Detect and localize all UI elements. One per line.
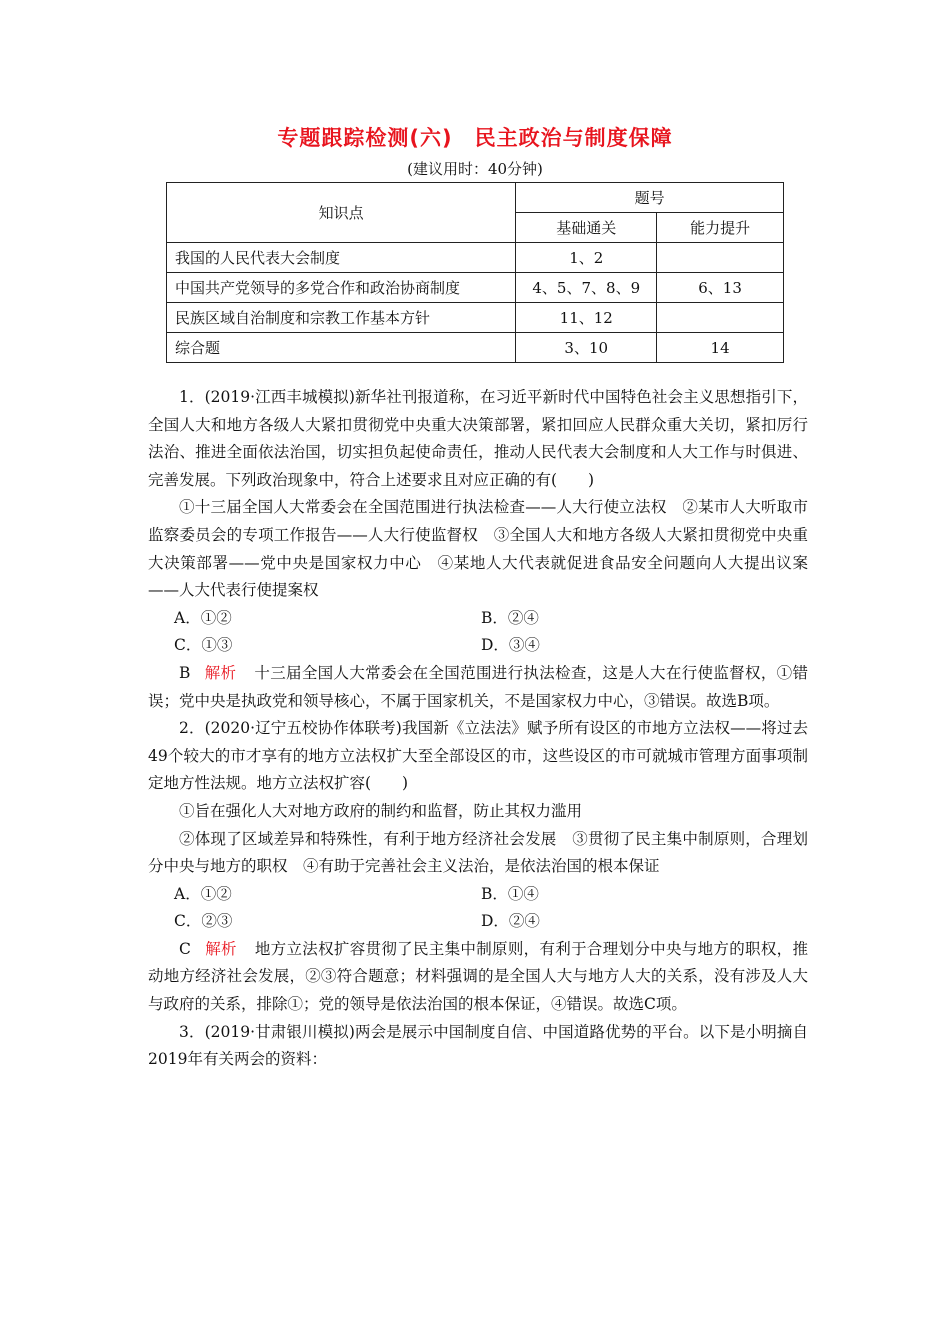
- table-cell-topic: 民族区域自治制度和宗教工作基本方针: [167, 303, 516, 333]
- table-cell-basic: 1、2: [516, 243, 657, 273]
- suggested-time: (建议用时：40分钟): [407, 160, 543, 178]
- q2-statement-1: ①旨在强化人大对地方政府的制约和监督，防止其权力滥用: [179, 801, 583, 820]
- q2-analysis-label: 解析: [204, 939, 237, 958]
- table-row: [167, 303, 784, 333]
- table-row: [167, 273, 784, 303]
- table-row: [167, 333, 784, 363]
- knowledge-table: [166, 182, 784, 363]
- table-cell-basic: 3、10: [516, 333, 657, 363]
- q2-stem: 2．(2020·辽宁五校协作体联考)我国新《立法法》赋予所有设区的市地方立法权——将过去49个较大的市才享有的地方立法权扩大至全部设区的市，这些设区的市可就城市管理方面事项制定地方性法规。地方立法权扩容( ): [148, 719, 808, 793]
- table-header-basic: 基础通关: [516, 213, 657, 243]
- q1-stem: 1．(2019·江西丰城模拟)新华社刊报道称，在习近平新时代中国特色社会主义思想指引下，全国人大和地方各级人大紧扣贯彻党中央重大决策部署，紧扣回应人民群众重大关切，紧扣厉行法治、推进全面依法治国，切实担负起使命责任，推动人民代表大会制度和人大工作与时俱进、完善发展。下列政治现象中，符合上述要求且对应正确的有( ): [148, 388, 808, 489]
- table-cell-advanced: 6、13: [657, 273, 784, 303]
- q1-options-row: [148, 632, 808, 660]
- q1-analysis-text: 十三届全国人大常委会在全国范围进行执法检查，这是人大在行使监督权，①错误；党中央是执政党和领导核心，不属于国家机关，不是国家权力中心，③错误。故选B项。: [148, 663, 808, 710]
- table-cell-basic: 11、12: [516, 303, 657, 333]
- q2-option-b: B．①④: [481, 884, 539, 903]
- table-cell-basic: 4、5、7、8、9: [516, 273, 657, 303]
- table-cell-advanced: [657, 243, 784, 273]
- table-cell-topic: 我国的人民代表大会制度: [167, 243, 516, 273]
- q2-statement-2: ②体现了区域差异和特殊性，有利于地方经济社会发展 ③贯彻了民主集中制原则，合理划分中央与地方的职权 ④有助于完善社会主义法治，是依法治国的根本保证: [148, 829, 808, 876]
- q2-answer: C: [179, 939, 191, 958]
- q1-option-a: A．①②: [174, 608, 232, 627]
- q2-options-row: [148, 881, 808, 909]
- q2-option-d: D．②④: [481, 912, 540, 931]
- q1-option-c: C．①③: [174, 636, 233, 655]
- table-header-knowledge: 知识点: [167, 183, 516, 243]
- q2-options-row: [148, 908, 808, 936]
- q1-answer: B: [179, 663, 191, 682]
- q1-options-row: [148, 605, 808, 633]
- table-cell-topic: 综合题: [167, 333, 516, 363]
- q3-stem: 3．(2019·甘肃银川模拟)两会是展示中国制度自信、中国道路优势的平台。以下是小明摘自2019年有关两会的资料：: [148, 1022, 808, 1069]
- q2-option-c: C．②③: [174, 912, 233, 931]
- q2-analysis: [148, 936, 808, 1019]
- q1-option-b: B．②④: [481, 608, 539, 627]
- q1-option-d: D．③④: [481, 636, 540, 655]
- page-title: 专题跟踪检测(六) 民主政治与制度保障: [277, 126, 673, 150]
- table-row: [167, 243, 784, 273]
- q1-statements: ①十三届全国人大常委会在全国范围进行执法检查——人大行使立法权 ②某市人大听取市监察委员会的专项工作报告——人大行使监督权 ③全国人大和地方各级人大紧扣贯彻党中央重大决策部署——党中央是国家权力中心 ④某地人大代表就促进食品安全问题向人大提出议案——人大代表行使提案权: [148, 498, 808, 600]
- table-cell-advanced: 14: [657, 333, 784, 363]
- q2-analysis-text: 地方立法权扩容贯彻了民主集中制原则，有利于合理划分中央与地方的职权，推动地方经济社会发展，②③符合题意；材料强调的是全国人大与地方人大的关系，没有涉及人大与政府的关系，排除①；党的领导是依法治国的根本保证，④错误。故选C项。: [148, 939, 808, 1014]
- question-body: [148, 384, 808, 1074]
- table-cell-topic: 中国共产党领导的多党合作和政治协商制度: [167, 273, 516, 303]
- q2-option-a: A．①②: [174, 884, 232, 903]
- table-cell-advanced: [657, 303, 784, 333]
- table-header-advanced: 能力提升: [657, 213, 784, 243]
- q1-analysis-label: 解析: [204, 663, 237, 682]
- q1-analysis: [148, 660, 808, 715]
- table-header-question: 题号: [516, 183, 784, 213]
